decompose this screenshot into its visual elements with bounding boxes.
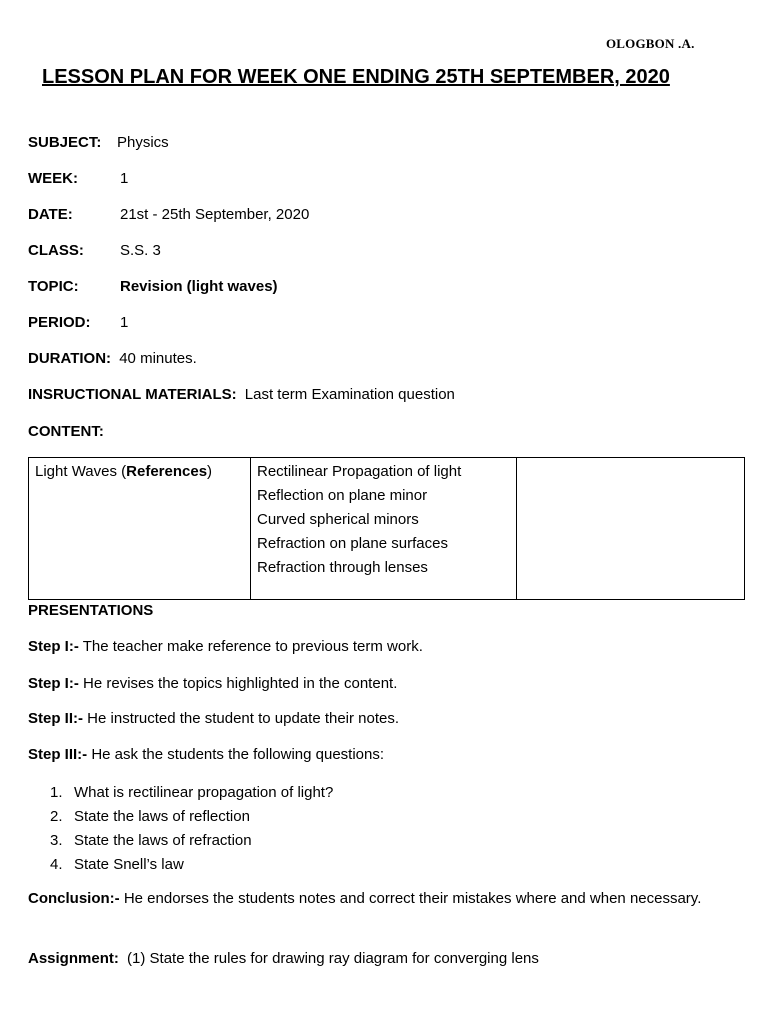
- content-field: [28, 423, 104, 440]
- question-list: [50, 781, 333, 877]
- question-text: What is rectilinear propagation of light?: [74, 784, 334, 801]
- table-row: [29, 458, 745, 600]
- question-text: State Snell’s law: [74, 856, 184, 873]
- question-number: 2.: [50, 808, 63, 825]
- period-value: 1: [120, 314, 129, 331]
- content-table: [28, 457, 745, 600]
- author-name: OLOGBON .A.: [606, 36, 695, 51]
- list-item: [50, 781, 333, 805]
- assignment-text: (1) State the rules for drawing ray diagram for converging lens: [127, 950, 539, 967]
- topic-item: Refraction through lenses: [257, 559, 428, 576]
- cell-subject-ref: References: [126, 463, 208, 480]
- materials-field: [28, 386, 455, 403]
- class-value: S.S. 3: [120, 242, 161, 259]
- topic-item: Reflection on plane minor: [257, 487, 428, 504]
- materials-label: INSRUCTIONAL MATERIALS:: [28, 386, 237, 403]
- assignment-label: Assignment:: [28, 950, 119, 967]
- conclusion-paragraph: [28, 887, 728, 911]
- step-text: He revises the topics highlighted in the content.: [83, 675, 398, 692]
- topic-item: Refraction on plane surfaces: [257, 535, 448, 552]
- list-item: [50, 829, 333, 853]
- subject-value: Physics: [117, 134, 169, 151]
- step-text: The teacher make reference to previous term work.: [82, 638, 423, 655]
- week-label: WEEK:: [28, 170, 78, 187]
- week-field: [28, 170, 129, 187]
- step-label: Step I:-: [28, 675, 79, 692]
- period-field: [28, 314, 129, 331]
- conclusion-label: Conclusion:-: [28, 890, 120, 907]
- assignment-paragraph: [28, 950, 539, 967]
- table-cell-topics: [251, 458, 517, 600]
- step-item: [28, 638, 423, 655]
- topic-item: Curved spherical minors: [257, 511, 419, 528]
- content-label: CONTENT:: [28, 423, 104, 440]
- cell-subject-prefix: Light Waves (: [35, 463, 127, 480]
- step-item: [28, 675, 397, 692]
- step-label: Step III:-: [28, 746, 88, 763]
- question-text: State the laws of reflection: [74, 808, 250, 825]
- presentations-heading: [28, 602, 153, 619]
- step-item: [28, 710, 399, 727]
- step-text: He ask the students the following questions:: [91, 746, 385, 763]
- topic-label: TOPIC:: [28, 278, 79, 295]
- subject-label: SUBJECT:: [28, 134, 102, 151]
- list-item: [50, 805, 333, 829]
- class-field: [28, 242, 161, 259]
- page-title: LESSON PLAN FOR WEEK ONE ENDING 25TH SEPTEMBER, 2020: [42, 66, 670, 88]
- question-number: 1.: [50, 784, 63, 801]
- step-text: He instructed the student to update their notes.: [87, 710, 400, 727]
- period-label: PERIOD:: [28, 314, 91, 331]
- topic-value: Revision (light waves): [120, 278, 278, 295]
- subject-field: [28, 134, 169, 151]
- conclusion-text: He endorses the students notes and correct their mistakes where and when necessary.: [123, 890, 702, 907]
- date-value: 21st - 25th September, 2020: [120, 206, 310, 223]
- table-cell-empty: [517, 458, 745, 600]
- topic-item: Rectilinear Propagation of light: [257, 463, 462, 480]
- step-label: Step II:-: [28, 710, 83, 727]
- presentations-heading-text: PRESENTATIONS: [28, 602, 154, 619]
- table-cell-subject: [29, 458, 251, 600]
- step-item: [28, 746, 384, 763]
- question-number: 3.: [50, 832, 63, 849]
- duration-label: DURATION:: [28, 350, 112, 367]
- class-label: CLASS:: [28, 242, 84, 259]
- question-number: 4.: [50, 856, 63, 873]
- cell-subject-suffix: ): [207, 463, 213, 480]
- step-label: Step I:-: [28, 638, 79, 655]
- list-item: [50, 853, 333, 877]
- topic-field: [28, 278, 278, 295]
- question-text: State the laws of refraction: [74, 832, 252, 849]
- week-value: 1: [120, 170, 129, 187]
- materials-value: Last term Examination question: [244, 386, 455, 403]
- duration-value: 40 minutes.: [119, 350, 197, 367]
- date-label: DATE:: [28, 206, 73, 223]
- duration-field: [28, 350, 197, 367]
- date-field: [28, 206, 310, 223]
